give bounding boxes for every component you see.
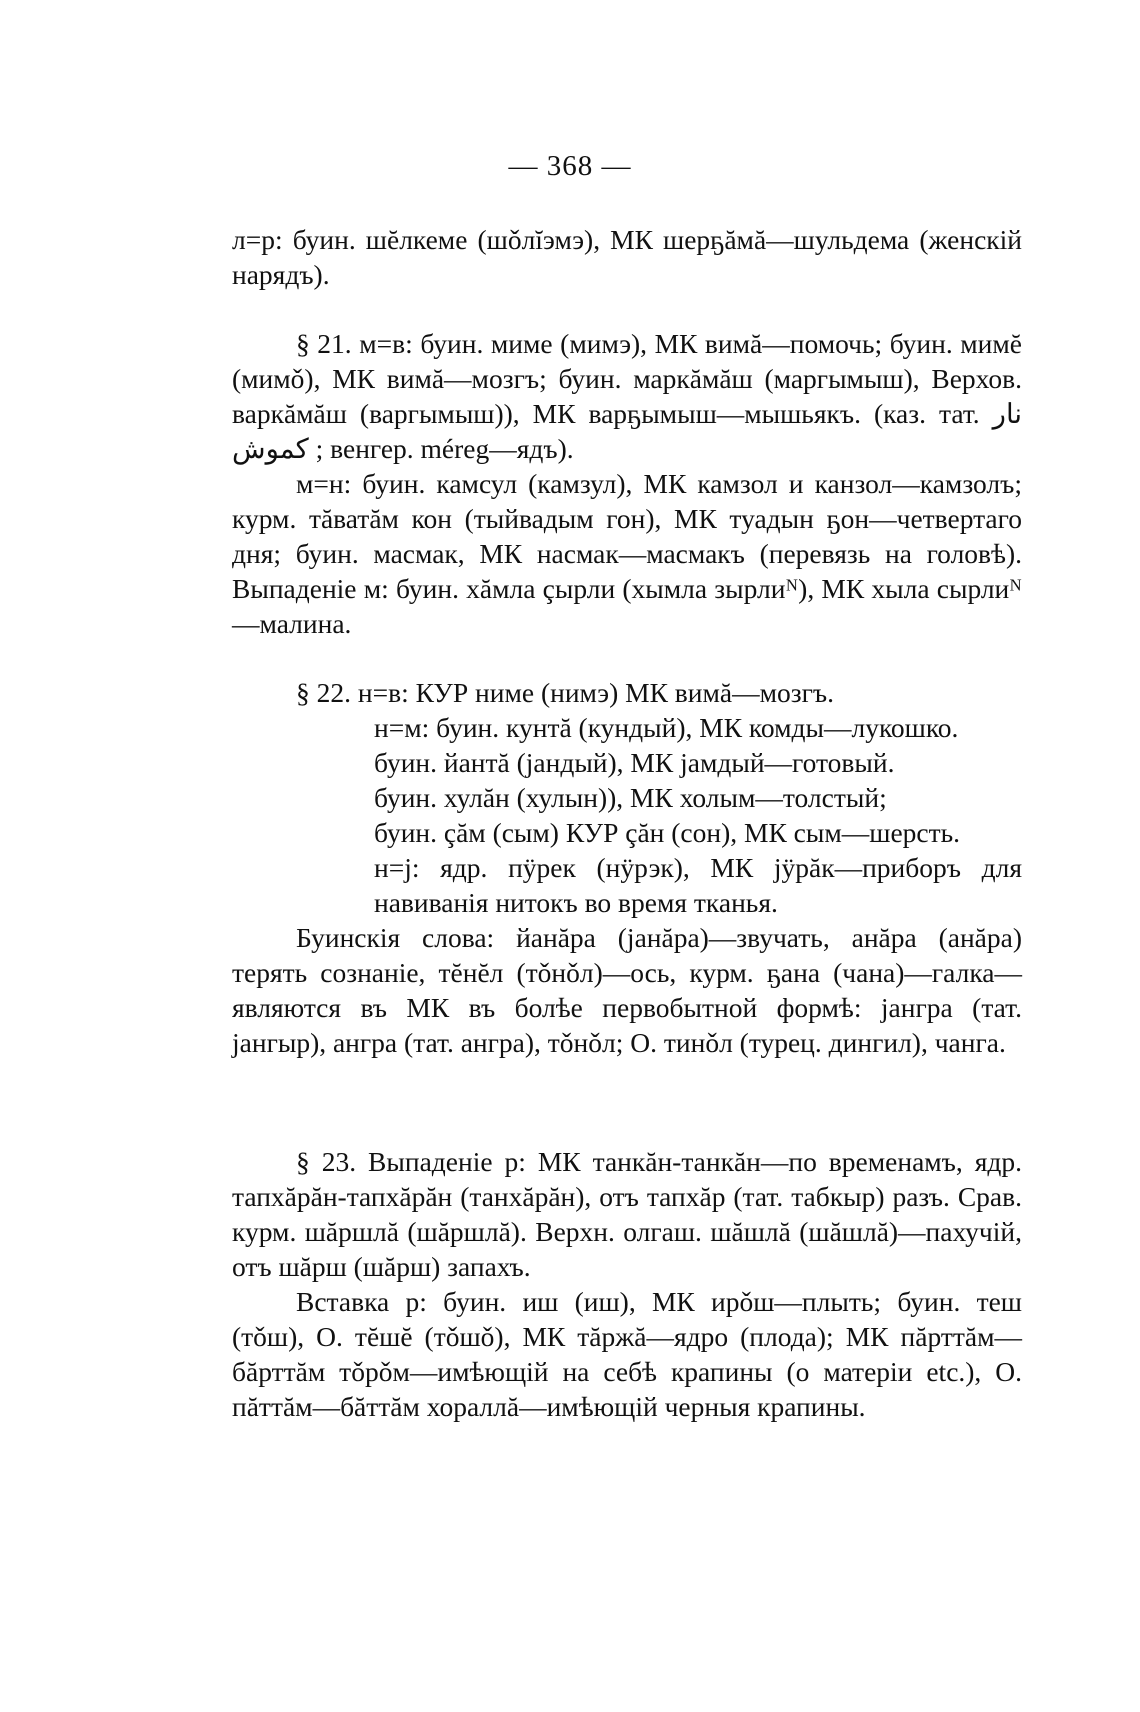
- paragraph-section-22: § 22. н=в: КУР ниме (нимэ) МК вимă—мозгъ.: [296, 677, 834, 708]
- section-23: [232, 1144, 1022, 1424]
- paragraph-n-j: н=j: ядр. пÿрек (нÿрэк), МК јÿрăк—приборъ для навиванія нитокъ во время тканья.: [374, 852, 1022, 918]
- paragraph-buin-words: Буинскія слова: йанăра (јанăра)—звучать, анăра (анăра) терять сознаніе, тĕнĕл (тǒнǒл)—ось, курм. ҕана (чана)—галка—являются въ МК въ болѣе первобытной формѣ: јангра (тат. јангыр), ангра (тат. ангра), тǒнǒл; О. тинǒл (турец. дингил), чанга.: [232, 922, 1022, 1058]
- page-number: — 368 —: [508, 150, 632, 182]
- paragraph-n-m: н=м: буин. кунтă (кундый), МК комды—лукошко.: [374, 712, 959, 743]
- paragraph-section-23: § 23. Выпаденіе р: МК танкăн-танкăн—по временамъ, ядр. тапхăрăн-тапхăрăн (танхăрăн), отъ тапхăр (тат. табкыр) разъ. Срав. курм. шăршлă (шăршлă). Верхн. олгаш. шăшлă (шăшлă)—пахучій, отъ шăрш (шăрш) запахъ.: [232, 1146, 1022, 1282]
- paragraph-khulan: буин. хулăн (хулын)), МК холым—толстый;: [374, 782, 887, 813]
- paragraph-r-insertion: Вставка р: буин. иш (иш), МК ирǒш—плыть; буин. теш (тǒш), О. тĕшĕ (тǒшǒ), МК тăржă—ядро (плода); МК пăрттăм—бăрттăм тǒрǒм—имѣющій на себѣ крапины (о матеріи etc.), О. пăттăм—бăттăм хораллă—имѣющій черныя крапины.: [232, 1286, 1022, 1422]
- section-block-lr: [232, 222, 1022, 292]
- paragraph-yanta: буин. йантă (јандый), МК јамдый—готовый.: [374, 747, 895, 778]
- paragraph-l-r: л=р: буин. шĕлкеме (шǒлĭэмэ), МК шерҕăмă—шульдема (женскій нарядъ).: [232, 224, 1022, 290]
- section-21: [232, 326, 1022, 641]
- paragraph-sam: буин. çăм (сым) КУР çăн (сон), МК сым—шерсть.: [374, 817, 961, 848]
- paragraph-m-n: м=н: буин. камсул (камзул), МК камзол и канзол—камзолъ; курм. тăватăм кон (тыйвадым гон), МК туадын ҕон—четвертаго дня; буин. масмак, МК насмак—масмакъ (перевязь на головѣ). Выпаденіе м: буин. хăмла çырли (хымла зырлиᴺ), МК хыла сырлиᴺ—малина.: [232, 468, 1022, 639]
- section-22: [232, 675, 1022, 1060]
- paragraph-section-21: § 21. м=в: буин. миме (мимэ), МК вимă—помочь; буин. мимĕ (мимǒ), МК вимă—мозгъ; буин. маркăмăш (маргымыш), Верхов. варкăмăш (варгымыш)), МК варҕымыш—мышьякъ. (каз. тат. نار كموش ; венгер. méreg—ядъ).: [232, 328, 1022, 464]
